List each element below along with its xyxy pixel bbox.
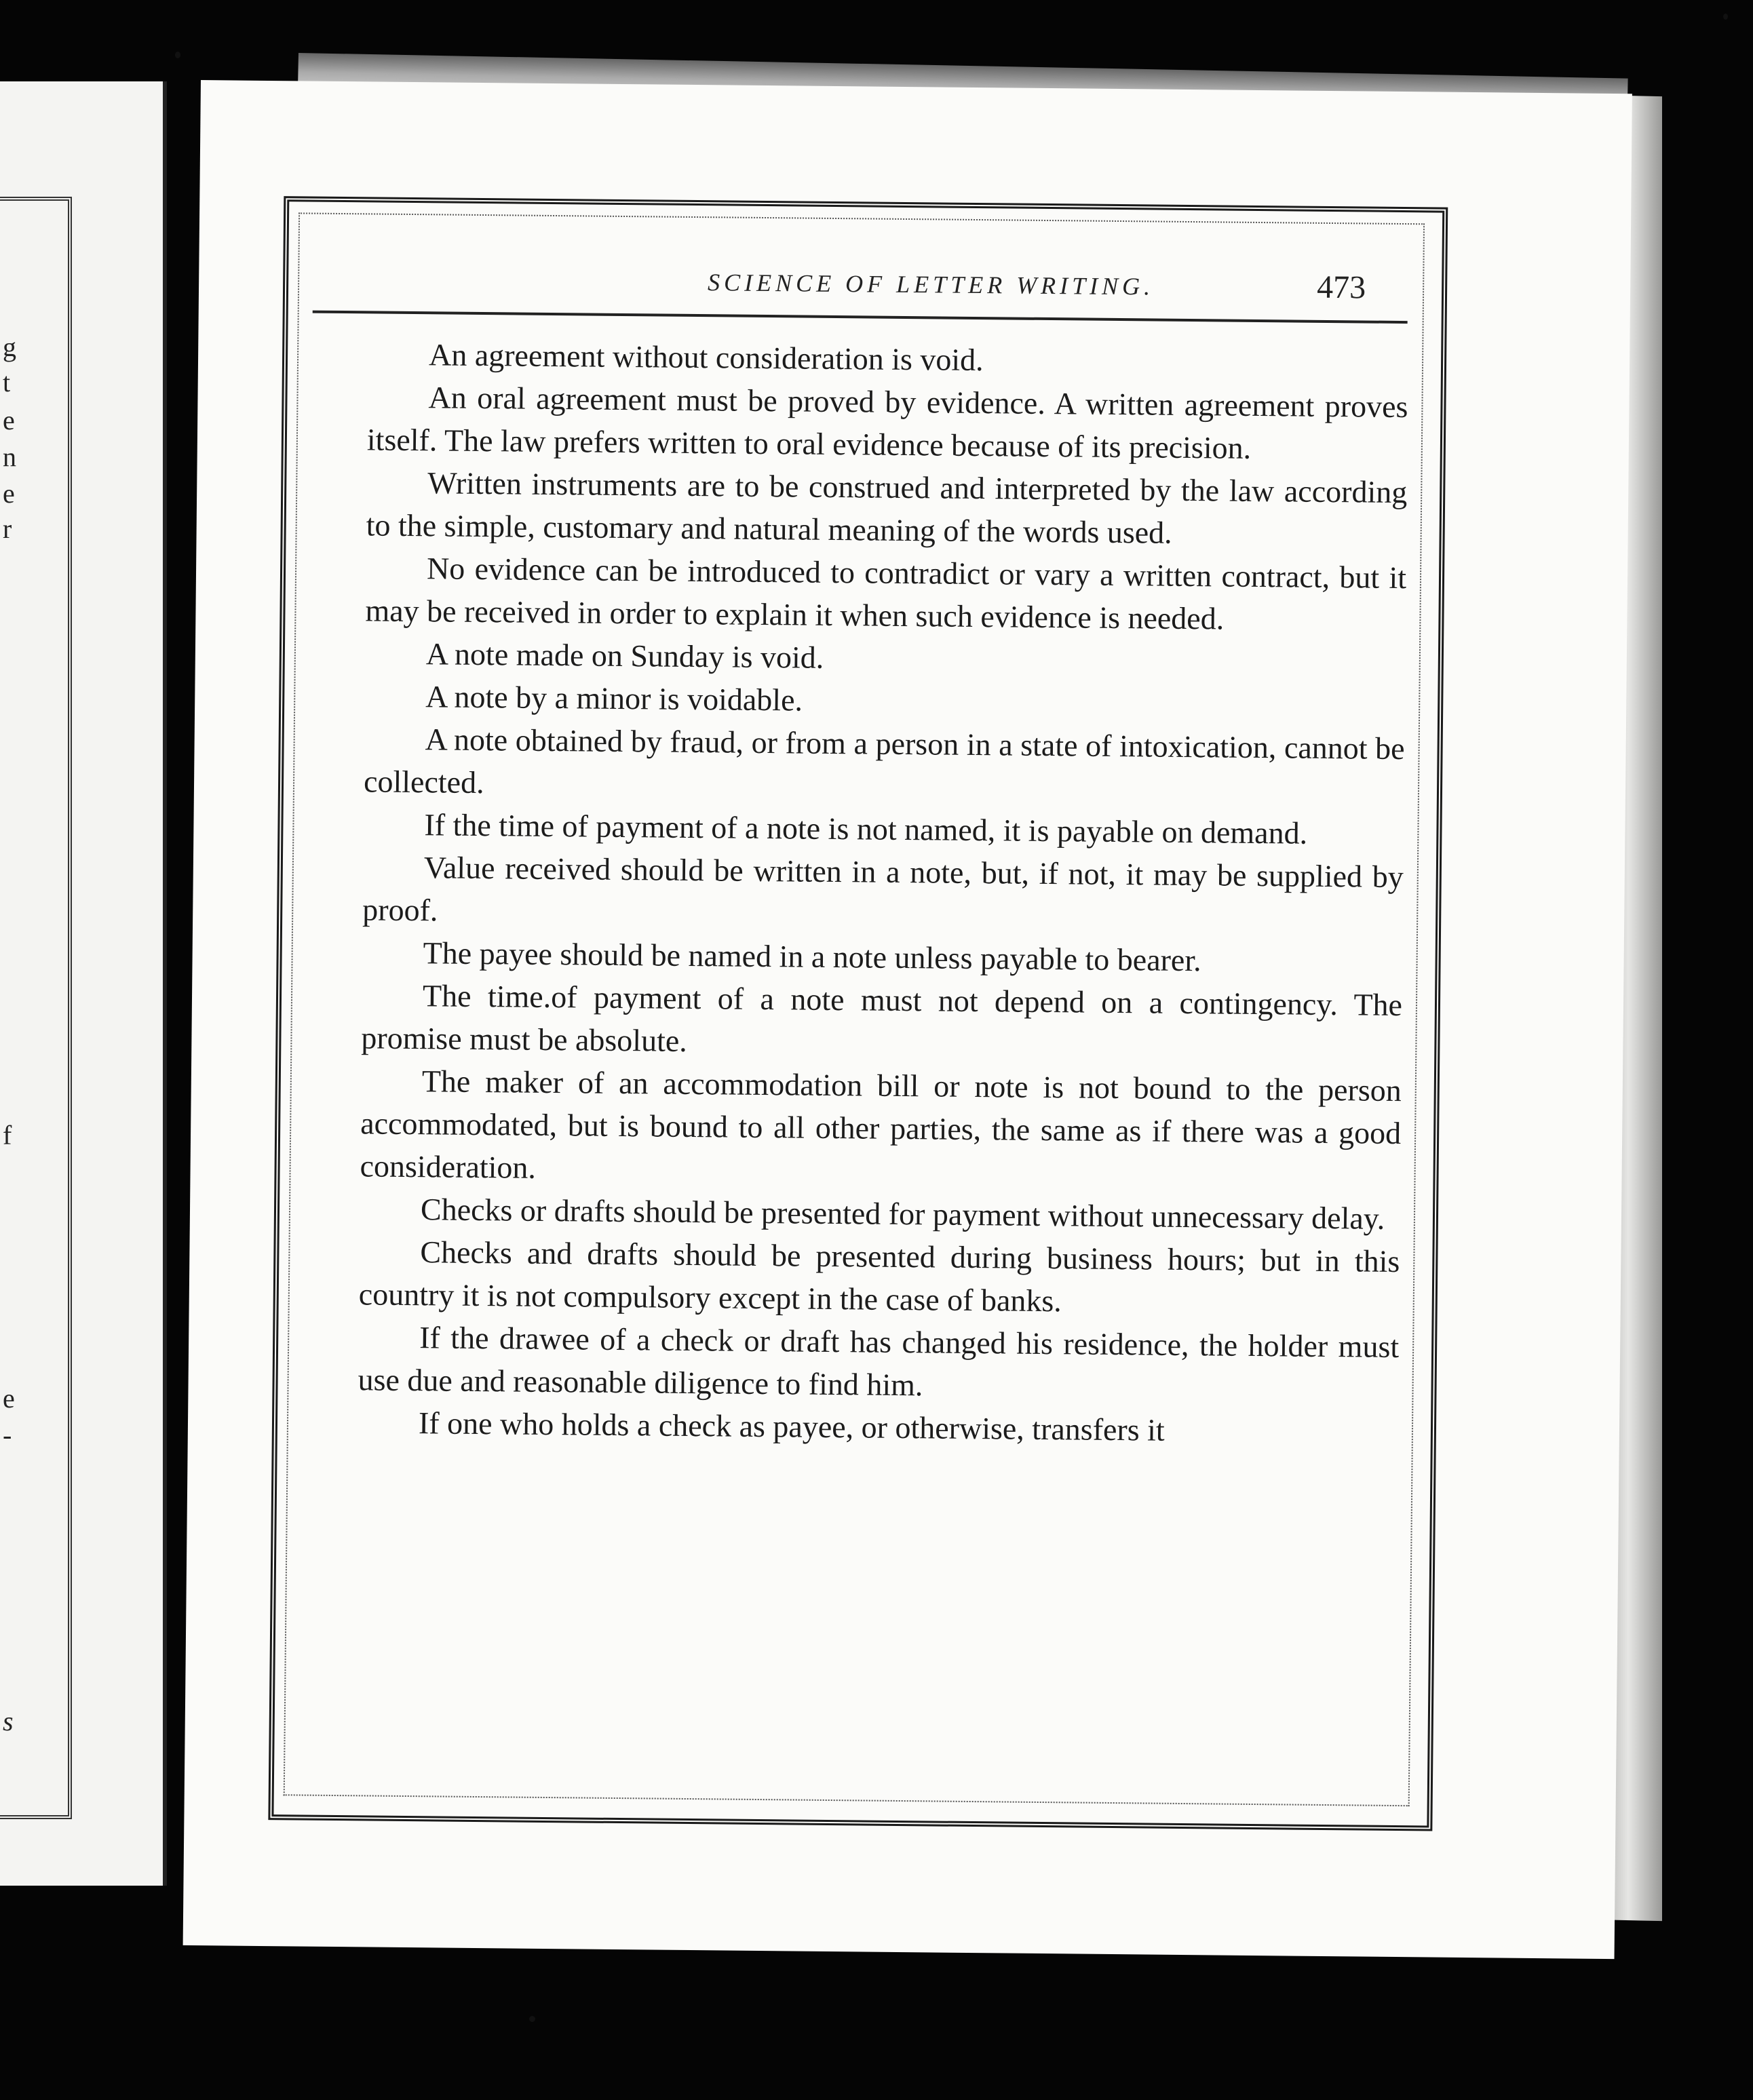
left-facing-page [0, 81, 167, 1886]
left-page-fragment: n [3, 442, 16, 472]
left-page-fragment: e [3, 1383, 15, 1414]
page-body [358, 332, 1409, 1454]
page-header [368, 259, 1366, 316]
scan-speck [1723, 14, 1728, 20]
paragraph: Written instruments are to be construed and interpreted by the law according to the simple, customary and natural meaning of the words used. [366, 465, 1408, 550]
paragraph: A note by a minor is voidable. [425, 679, 803, 718]
paragraph: The maker of an accommodation bill or note is not bound to the person accommodated, but is bound to all other parties, the same as if there was a good consideration. [360, 1064, 1402, 1185]
paragraph: An agreement without consideration is void. [428, 337, 984, 378]
paragraph: A note obtained by fraud, or from a person in a state of intoxication, cannot be collected. [363, 722, 1405, 800]
page-number: 473 [1316, 269, 1366, 306]
paragraph: An oral agreement must be proved by evidence. A written agreement proves itself. The law prefers written to oral evidence because of its precision. [366, 380, 1408, 465]
paragraph: If the time of payment of a note is not named, it is payable on demand. [424, 807, 1308, 851]
book-page [183, 80, 1632, 1959]
left-page-fragment: r [3, 513, 12, 544]
left-page-border [0, 197, 72, 1819]
paragraph: The payee should be named in a note unless payable to bearer. [423, 935, 1201, 978]
left-page-fragment: f [3, 1120, 12, 1150]
paragraph: Value received should be written in a note, but, if not, it may be supplied by proof. [362, 850, 1404, 928]
paragraph: Checks and drafts should be presented during business hours; but in this country it is not compulsory except in the case of banks. [358, 1234, 1400, 1319]
left-page-fragment: - [3, 1420, 12, 1450]
left-page-fragment: e [3, 478, 15, 509]
paragraph: If one who holds a check as payee, or otherwise, transfers it [418, 1405, 1165, 1447]
left-page-fragment: t [3, 367, 11, 397]
paragraph: If the drawee of a check or draft has changed his residence, the holder must use due and reasonable diligence to find him. [358, 1320, 1400, 1403]
scan-speck [529, 2016, 535, 2022]
left-page-fragment: s [3, 1706, 14, 1736]
paragraph: A note made on Sunday is void. [425, 636, 824, 675]
paragraph: No evidence can be introduced to contradict or vary a written contract, but it may be received in order to explain it when such evidence is needed. [365, 551, 1407, 636]
scan-speck [175, 52, 180, 58]
left-page-fragment: g [3, 332, 16, 362]
running-title: SCIENCE OF LETTER WRITING. [707, 269, 1155, 300]
paragraph: Checks or drafts should be presented for payment without unnecessary delay. [420, 1192, 1385, 1236]
paragraph: The time.of payment of a note must not depend on a contingency. The promise must be absolute. [361, 978, 1403, 1058]
left-page-fragment: e [3, 405, 15, 435]
